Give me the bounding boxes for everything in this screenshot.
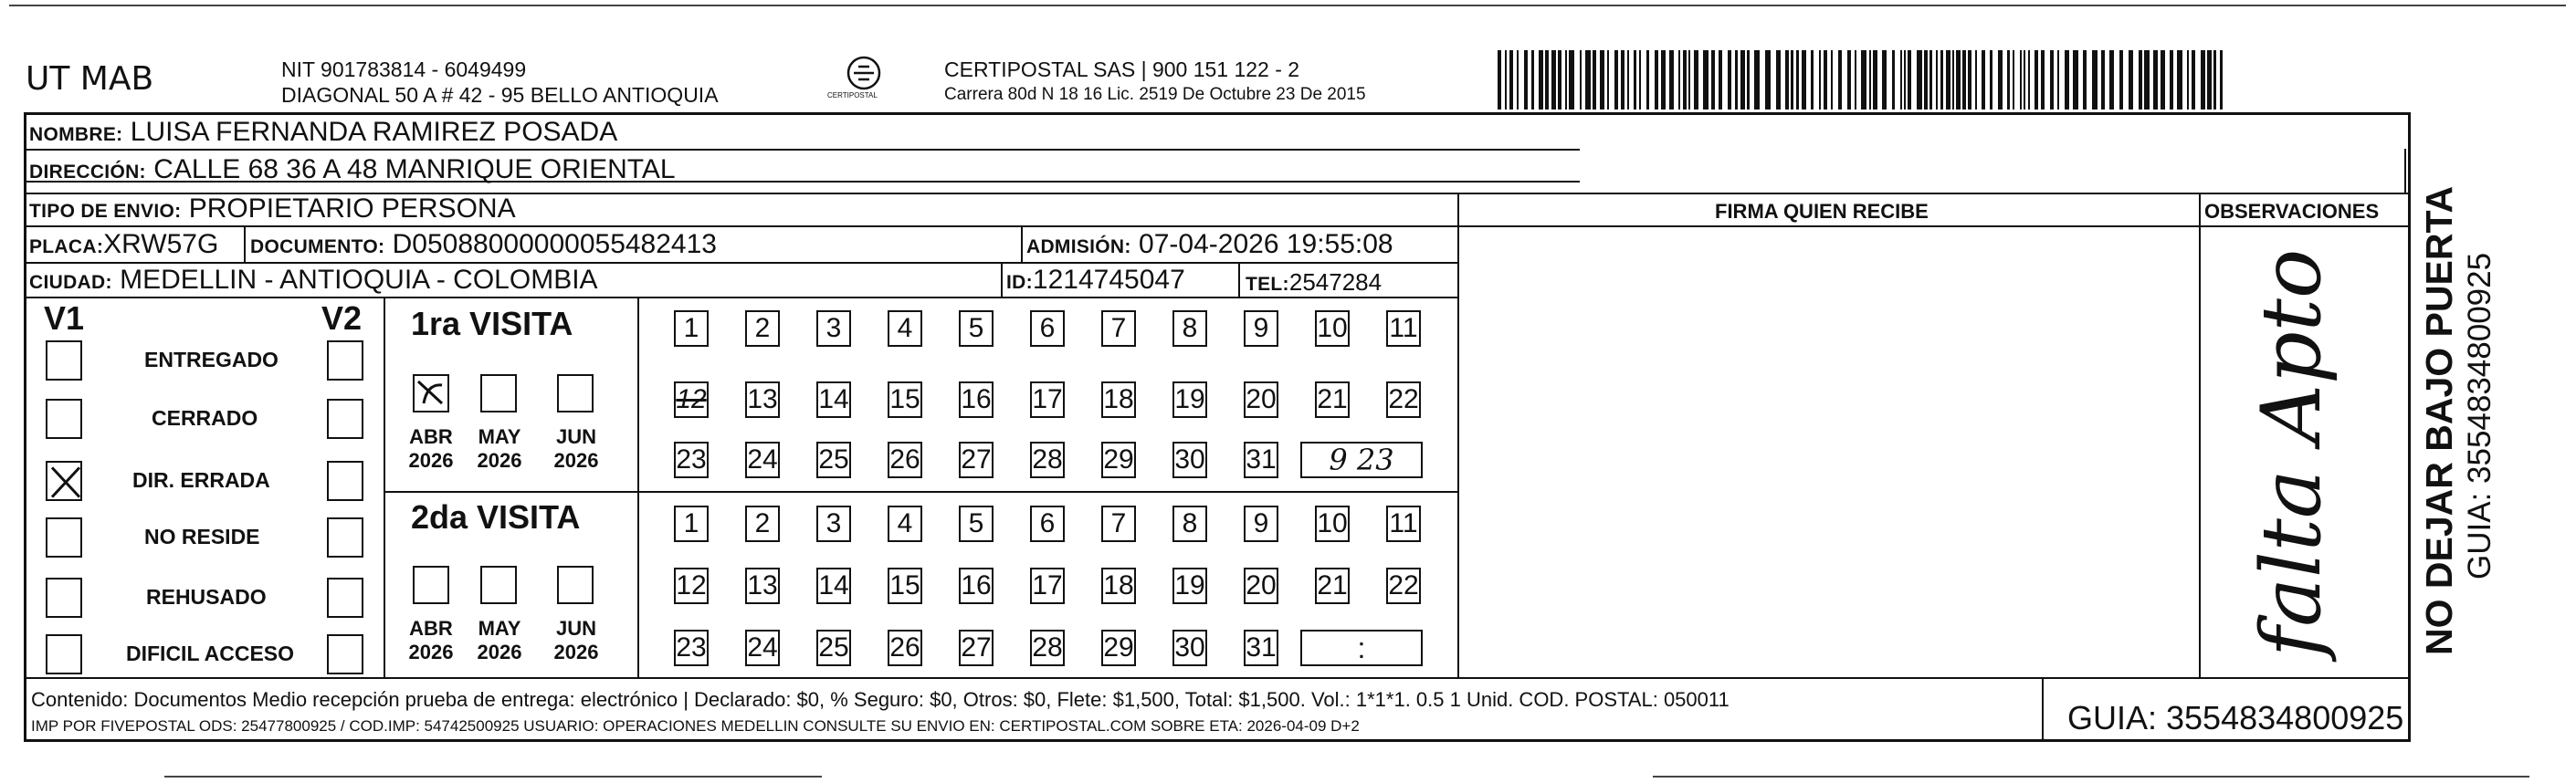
carrier-info bbox=[944, 57, 1366, 108]
day-box[interactable]: 14 bbox=[816, 568, 851, 604]
day-box[interactable]: 30 bbox=[1172, 630, 1207, 666]
day-box[interactable]: 12 bbox=[674, 381, 709, 418]
v2-checkbox[interactable] bbox=[327, 461, 363, 501]
v2-checkbox[interactable] bbox=[327, 517, 363, 558]
tipo-label: TIPO DE ENVIO: bbox=[29, 201, 182, 222]
sender-logo-text: UT MAB bbox=[26, 60, 154, 98]
footer-divider bbox=[24, 677, 2411, 679]
v1-checkbox[interactable] bbox=[46, 634, 82, 674]
page-bottom-edge bbox=[1653, 776, 2529, 778]
month-label: ABR 2026 bbox=[408, 617, 454, 663]
day-box[interactable]: 22 bbox=[1386, 381, 1421, 418]
page-bottom-edge bbox=[164, 776, 822, 778]
day-box[interactable]: 15 bbox=[888, 568, 922, 604]
col-divider bbox=[1001, 262, 1003, 297]
placa-cell bbox=[29, 230, 218, 262]
certipostal-logo-label: CERTIPOSTAL bbox=[827, 91, 878, 99]
v1-checkbox[interactable] bbox=[46, 340, 82, 381]
v1-checkbox[interactable] bbox=[46, 461, 82, 501]
side-guia-number: GUIA: 3554834800925 bbox=[2462, 252, 2497, 579]
day-box[interactable]: 17 bbox=[1030, 568, 1065, 604]
admision-label: ADMISIÓN: bbox=[1026, 236, 1131, 257]
v2-checkbox[interactable] bbox=[327, 399, 363, 439]
observaciones-handwriting bbox=[2210, 246, 2402, 666]
col-divider bbox=[2042, 677, 2044, 742]
day-box[interactable]: 11 bbox=[1386, 506, 1421, 542]
ciudad-value: MEDELLIN - ANTIOQUIA - COLOMBIA bbox=[120, 265, 598, 295]
day-box[interactable]: 16 bbox=[959, 568, 994, 604]
day-box[interactable]: 10 bbox=[1315, 506, 1350, 542]
day-box[interactable]: 28 bbox=[1030, 630, 1065, 666]
day-box[interactable]: 6 bbox=[1030, 506, 1065, 542]
v1-checkbox[interactable] bbox=[46, 517, 82, 558]
sender-address: DIAGONAL 50 A # 42 - 95 BELLO ANTIOQUIA bbox=[281, 83, 719, 107]
footer-impresion: IMP POR FIVEPOSTAL ODS: 25477800925 / COD.IMP: 54742500925 USUARIO: OPERACIONES MEDELLIN CONSULTE SU ENVIO EN: CERTIPOSTAL.COM SOBRE ETA: 2026-04-09 D+2 bbox=[31, 717, 1360, 735]
v1-checkbox[interactable] bbox=[46, 399, 82, 439]
day-box[interactable]: 17 bbox=[1030, 381, 1065, 418]
direccion-label: DIRECCIÓN: bbox=[29, 162, 146, 183]
month-checkbox[interactable] bbox=[413, 566, 449, 604]
day-box[interactable]: 8 bbox=[1172, 506, 1207, 542]
documento-value: D05088000000055482413 bbox=[392, 229, 717, 259]
tipo-row bbox=[29, 194, 516, 226]
row-divider bbox=[24, 262, 1457, 264]
visit-divider bbox=[384, 491, 1457, 493]
day-box[interactable]: 30 bbox=[1172, 442, 1207, 478]
day-box[interactable]: 24 bbox=[745, 630, 780, 666]
day-box[interactable]: 15 bbox=[888, 381, 922, 418]
day-box[interactable]: 26 bbox=[888, 630, 922, 666]
sender-nit: NIT 901783814 - 6049499 bbox=[281, 57, 527, 81]
day-box[interactable]: 2 bbox=[745, 310, 780, 347]
month-label: JUN 2026 bbox=[553, 425, 599, 472]
month-checkbox[interactable] bbox=[480, 374, 517, 412]
day-box[interactable]: 18 bbox=[1101, 568, 1136, 604]
month-checkbox[interactable] bbox=[557, 566, 594, 604]
v1-checkbox[interactable] bbox=[46, 578, 82, 618]
col-divider bbox=[1238, 262, 1240, 297]
day-box[interactable]: 25 bbox=[816, 442, 851, 478]
day-box[interactable]: 3 bbox=[816, 506, 851, 542]
tipo-value: PROPIETARIO PERSONA bbox=[188, 193, 516, 224]
day-box[interactable]: 27 bbox=[959, 630, 994, 666]
v2-checkbox[interactable] bbox=[327, 340, 363, 381]
tel-label: TEL: bbox=[1246, 274, 1289, 295]
day-box[interactable]: 18 bbox=[1101, 381, 1136, 418]
day-box[interactable]: 29 bbox=[1101, 630, 1136, 666]
day-box[interactable]: 29 bbox=[1101, 442, 1136, 478]
status-option-label: CERRADO bbox=[152, 406, 258, 430]
status-option-label: REHUSADO bbox=[146, 585, 267, 609]
day-box[interactable]: 25 bbox=[816, 630, 851, 666]
footer-contenido: Contenido: Documentos Medio recepción prueba de entrega: electrónico | Declarado: $0, % Seguro: $0, Otros: $0, Flete: $1,500, Total: $1,500. Vol.: 1*1*1. 0.5 1 Unid. COD. POSTAL: 050011 bbox=[31, 688, 1730, 711]
certipostal-logo-icon bbox=[840, 55, 888, 110]
id-cell bbox=[1006, 266, 1185, 298]
col-divider bbox=[244, 225, 246, 262]
no-dejar-bajo-puerta: NO DEJAR BAJO PUERTA bbox=[2418, 185, 2460, 655]
second-visit-title: 2da VISITA bbox=[411, 498, 581, 536]
day-box[interactable]: 12 bbox=[674, 568, 709, 604]
direccion-row bbox=[29, 155, 676, 187]
day-box[interactable]: 10 bbox=[1315, 310, 1350, 347]
month-label: JUN 2026 bbox=[553, 617, 599, 663]
carrier-nit: CERTIPOSTAL SAS | 900 151 122 - 2 bbox=[944, 57, 1300, 81]
day-box[interactable]: 27 bbox=[959, 442, 994, 478]
status-option-label: DIFICIL ACCESO bbox=[126, 642, 295, 665]
day-box[interactable]: 1 bbox=[674, 506, 709, 542]
day-box[interactable]: 13 bbox=[745, 381, 780, 418]
day-box[interactable]: 7 bbox=[1101, 310, 1136, 347]
day-box[interactable]: 22 bbox=[1386, 568, 1421, 604]
month-checkbox[interactable] bbox=[413, 374, 449, 412]
day-box[interactable]: 16 bbox=[959, 381, 994, 418]
observaciones-title: OBSERVACIONES bbox=[2204, 200, 2380, 223]
day-box[interactable]: 13 bbox=[745, 568, 780, 604]
v2-checkbox[interactable] bbox=[327, 578, 363, 618]
nombre-value: LUISA FERNANDA RAMIREZ POSADA bbox=[130, 117, 618, 147]
page-top-edge bbox=[9, 5, 2566, 6]
day-box[interactable]: 21 bbox=[1315, 568, 1350, 604]
day-box[interactable]: 14 bbox=[816, 381, 851, 418]
day-box[interactable]: 4 bbox=[888, 506, 922, 542]
id-label: ID: bbox=[1006, 272, 1033, 293]
col-divider bbox=[1021, 225, 1023, 262]
documento-cell bbox=[250, 230, 717, 262]
ciudad-cell bbox=[29, 266, 598, 298]
day-box[interactable]: 31 bbox=[1244, 442, 1278, 478]
checkmark-icon bbox=[415, 376, 447, 411]
col-divider bbox=[2199, 193, 2201, 677]
status-option-label: NO RESIDE bbox=[144, 525, 260, 548]
day-box[interactable]: 7 bbox=[1101, 506, 1136, 542]
col-divider bbox=[637, 297, 639, 677]
day-box[interactable]: 19 bbox=[1172, 568, 1207, 604]
observaciones-note: falta Apto bbox=[2244, 248, 2339, 657]
month-label: MAY 2026 bbox=[477, 617, 522, 663]
tel-value: 2547284 bbox=[1288, 268, 1383, 296]
admision-value: 07-04-2026 19:55:08 bbox=[1139, 229, 1393, 259]
first-visit-title: 1ra VISITA bbox=[411, 305, 573, 342]
nombre-row bbox=[29, 118, 617, 150]
day-box[interactable]: 11 bbox=[1386, 310, 1421, 347]
status-option-label: ENTREGADO bbox=[144, 348, 279, 371]
documento-label: DOCUMENTO: bbox=[250, 236, 385, 257]
month-label: MAY 2026 bbox=[477, 425, 522, 472]
status-option-label: DIR. ERRADA bbox=[132, 468, 270, 492]
col-divider bbox=[1457, 193, 1459, 677]
day-box[interactable]: 28 bbox=[1030, 442, 1065, 478]
month-label: ABR 2026 bbox=[408, 425, 454, 472]
day-box[interactable]: 20 bbox=[1244, 381, 1278, 418]
day-box[interactable]: 8 bbox=[1172, 310, 1207, 347]
col-divider bbox=[384, 297, 385, 677]
first-visit-time[interactable]: 9 23 bbox=[1300, 442, 1423, 478]
day-box[interactable]: 9 bbox=[1244, 506, 1278, 542]
day-box[interactable]: 5 bbox=[959, 506, 994, 542]
day-box[interactable]: 2 bbox=[745, 506, 780, 542]
tel-cell bbox=[1246, 267, 1382, 299]
day-box[interactable]: 5 bbox=[959, 310, 994, 347]
day-box[interactable]: 6 bbox=[1030, 310, 1065, 347]
day-box[interactable]: 9 bbox=[1244, 310, 1278, 347]
placa-value: XRW57G bbox=[103, 229, 219, 259]
nombre-label: NOMBRE: bbox=[29, 124, 123, 145]
firma-title: FIRMA QUIEN RECIBE bbox=[1715, 200, 1929, 223]
id-value: 1214745047 bbox=[1032, 265, 1185, 295]
col-divider bbox=[2404, 149, 2406, 193]
v2-header: V2 bbox=[321, 299, 363, 337]
day-box[interactable]: 3 bbox=[816, 310, 851, 347]
second-visit-time[interactable]: : bbox=[1300, 630, 1423, 666]
day-box[interactable]: 23 bbox=[674, 442, 709, 478]
placa-label: PLACA: bbox=[29, 236, 104, 257]
ciudad-label: CIUDAD: bbox=[29, 272, 112, 293]
v1-header: V1 bbox=[44, 299, 85, 337]
carrier-license: Carrera 80d N 18 16 Lic. 2519 De Octubre 23 De 2015 bbox=[944, 85, 1366, 104]
day-box[interactable]: 24 bbox=[745, 442, 780, 478]
day-box[interactable]: 1 bbox=[674, 310, 709, 347]
v2-checkbox[interactable] bbox=[327, 634, 363, 674]
day-box[interactable]: 23 bbox=[674, 630, 709, 666]
day-box[interactable]: 20 bbox=[1244, 568, 1278, 604]
admision-cell bbox=[1026, 230, 1393, 262]
day-box[interactable]: 4 bbox=[888, 310, 922, 347]
day-box[interactable]: 26 bbox=[888, 442, 922, 478]
guia-number: GUIA: 3554834800925 bbox=[2067, 699, 2404, 736]
day-box[interactable]: 19 bbox=[1172, 381, 1207, 418]
month-checkbox[interactable] bbox=[557, 374, 594, 412]
day-box[interactable]: 31 bbox=[1244, 630, 1278, 666]
direccion-value: CALLE 68 36 A 48 MANRIQUE ORIENTAL bbox=[153, 154, 676, 184]
day-box[interactable]: 21 bbox=[1315, 381, 1350, 418]
month-checkbox[interactable] bbox=[480, 566, 517, 604]
sender-info bbox=[281, 57, 719, 108]
barcode bbox=[1498, 50, 2224, 110]
